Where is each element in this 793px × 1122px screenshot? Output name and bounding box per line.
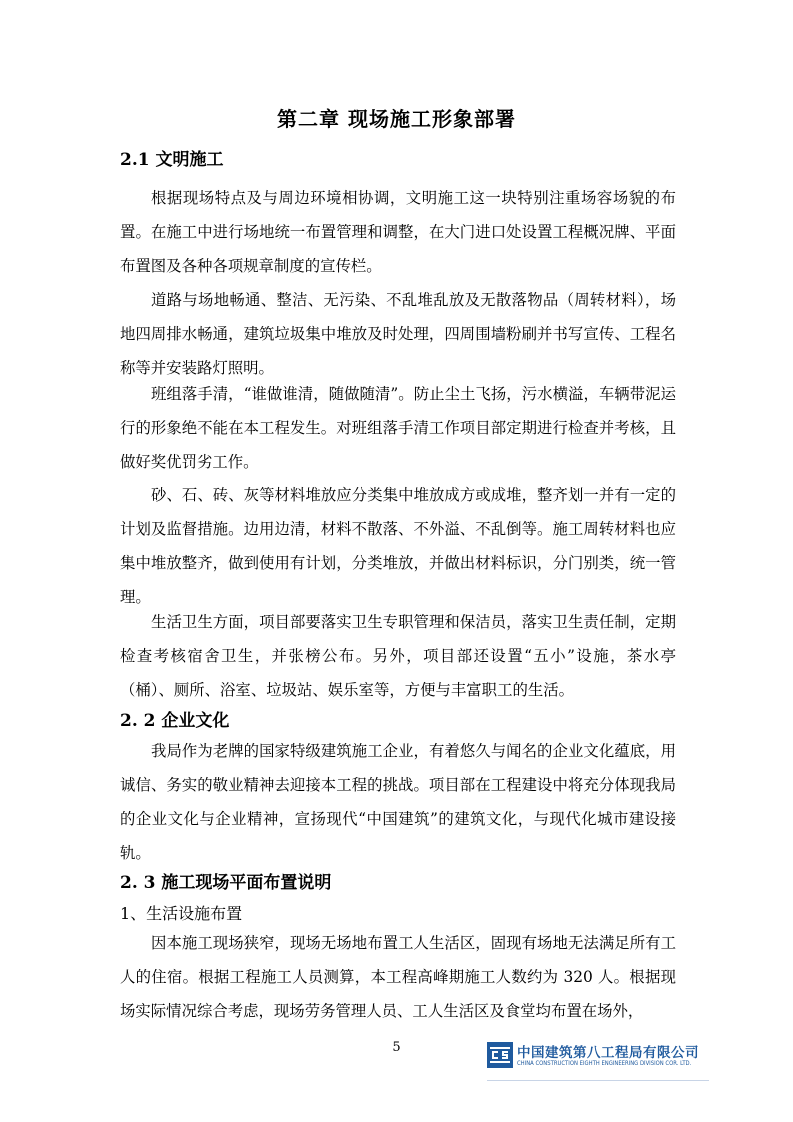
- section-heading-2-1: 2.1 文明施工: [120, 150, 224, 170]
- paragraph: 班组落手清，“谁做谁清，随做随清”。防止尘土飞扬，污水横溢，车辆带泥运行的形象绝不能在本工程发生。对班组落手清工作项目部定期进行检查并考核，且做好奖优罚劣工作。: [120, 385, 676, 471]
- paragraph: 因本施工现场狭窄，现场无场地布置工人生活区，固现有场地无法满足所有工人的住宿。根据工程施工人员测算，本工程高峰期施工人数约为 320 人。根据现场实际情况综合考虑，现场劳务管理人员、工人生活区及食堂均布置在场外，: [120, 934, 676, 1020]
- paragraph: 生活卫生方面，项目部要落实卫生专职管理和保洁员，落实卫生责任制，定期检查考核宿舍卫生，并张榜公布。另外，项目部还设置“五小”设施，茶水亭（桶）、厕所、浴室、垃圾站、娱乐室等，方便与丰富职工的生活。: [120, 613, 676, 699]
- paragraph: 我局作为老牌的国家特级建筑施工企业，有着悠久与闻名的企业文化蕴底，用诚信、务实的敬业精神去迎接本工程的挑战。项目部在工程建设中将充分体现我局的企业文化与企业精神，宣扬现代“中国建筑”的建筑文化，与现代化城市建设接轨。: [120, 742, 676, 862]
- paragraph: 道路与场地畅通、整洁、无污染、不乱堆乱放及无散落物品（周转材料），场地四周排水畅通，建筑垃圾集中堆放及时处理，四周围墙粉刷并书写宣传、工程名称等并安装路灯照明。: [120, 291, 676, 377]
- paragraph: 砂、石、砖、灰等材料堆放应分类集中堆放成方或成堆，整齐划一并有一定的计划及监督措施。边用边清，材料不散落、不外溢、不乱倒等。施工周转材料也应集中堆放整齐，做到使用有计划，分类堆放，并做出材料标识，分门别类，统一管理。: [120, 486, 676, 606]
- chapter-title: 第二章 现场施工形象部署: [277, 107, 516, 131]
- subsection-heading: 1、生活设施布置: [120, 904, 243, 923]
- footer-divider: [487, 1080, 709, 1081]
- company-name: 中国建筑第八工程局有限公司: [517, 1045, 699, 1061]
- paragraph: 根据现场特点及与周边环境相协调，文明施工这一块特别注重场容场貌的布置。在施工中进行场地统一布置管理和调整，在大门进口处设置工程概况牌、平面布置图及各种各项规章制度的宣传栏。: [120, 189, 676, 275]
- company-name-en: CHINA CONSTRUCTION EIGHTH ENGINEERING DIVISION COR. LTD.: [517, 1060, 692, 1067]
- section-heading-2-2: 2. 2 企业文化: [120, 711, 230, 731]
- section-heading-2-3: 2. 3 施工现场平面布置说明: [120, 873, 332, 893]
- page-number: 5: [392, 1040, 401, 1055]
- cscec-logo-icon: [487, 1042, 513, 1068]
- company-footer: [487, 1041, 709, 1077]
